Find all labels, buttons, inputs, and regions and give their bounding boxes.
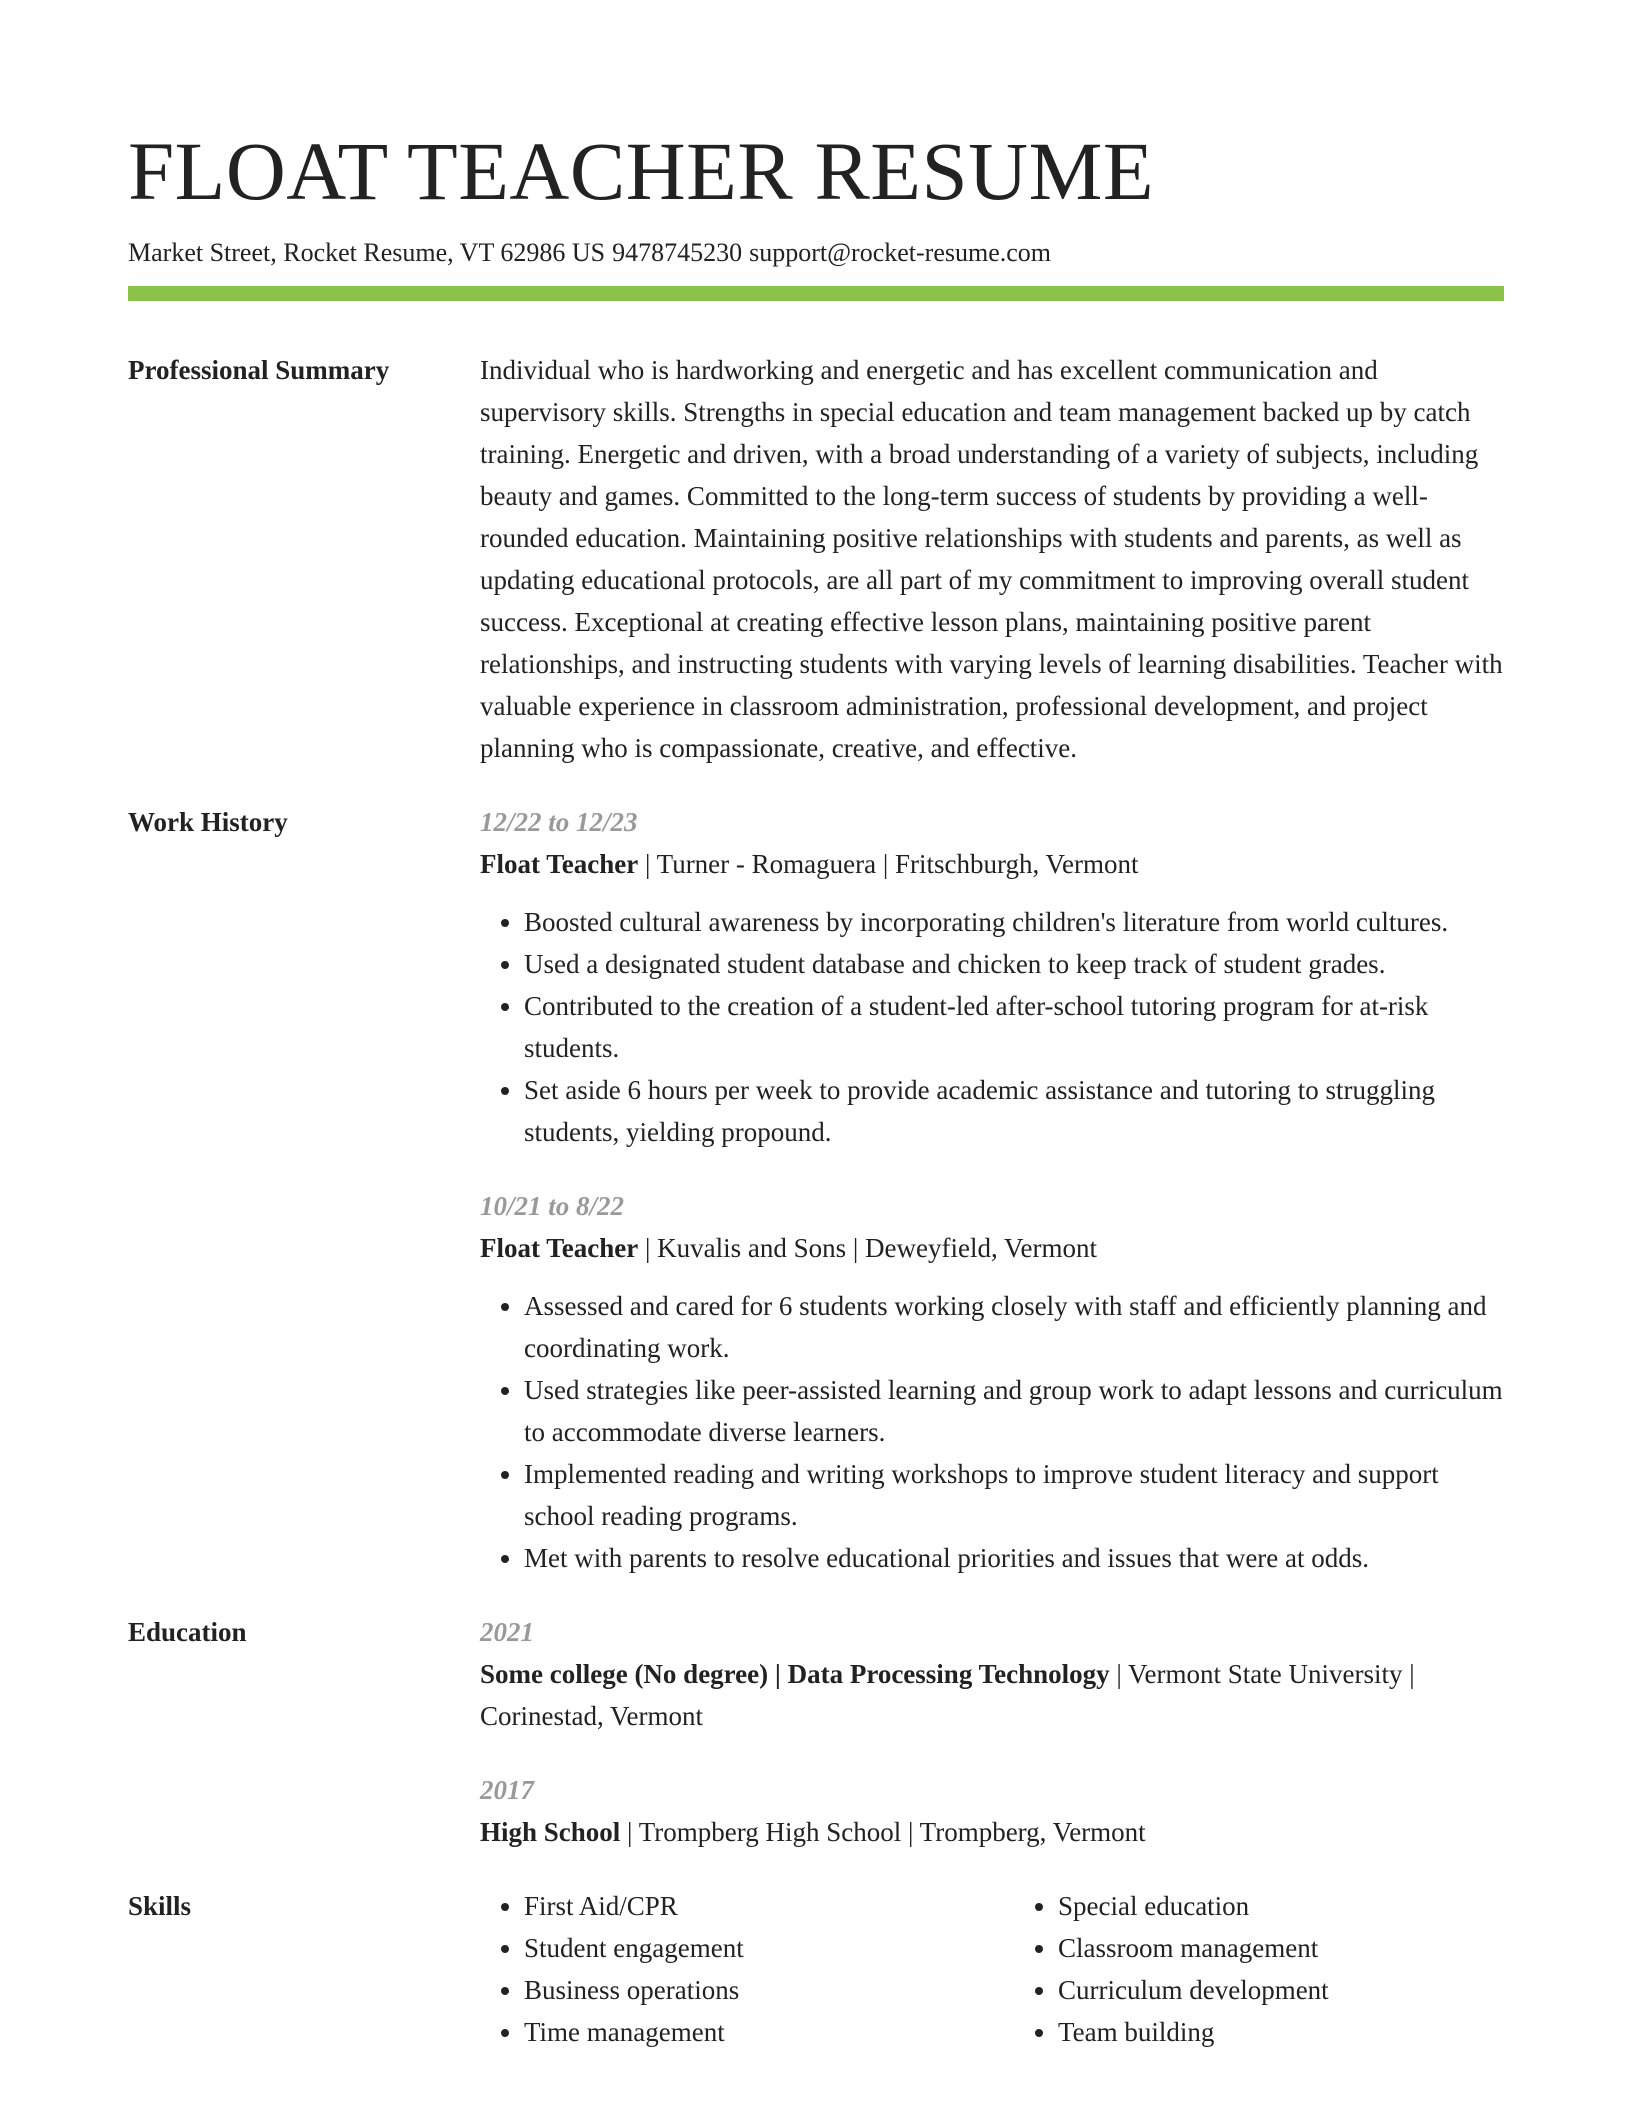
summary-section xyxy=(128,349,1504,769)
contact-line xyxy=(128,236,1504,270)
skill-item: • Classroom management xyxy=(1058,1927,1504,1969)
job-dates: 12/22 to 12/23 xyxy=(480,807,638,837)
skill-item: • Team building xyxy=(1058,2011,1504,2053)
education-entry xyxy=(480,1611,1504,1737)
section-heading: Skills xyxy=(128,1891,192,1921)
contact-address: Market Street, Rocket Resume, VT 62986 US xyxy=(128,238,606,267)
job-bullet: • Implemented reading and writing workshops to improve student literacy and support school reading programs. xyxy=(524,1453,1504,1537)
job-bullets xyxy=(480,1285,1504,1579)
job-entry xyxy=(480,801,1504,1153)
resume-header xyxy=(128,118,1504,270)
section-heading: Work History xyxy=(128,807,288,837)
skill-item: • Student engagement xyxy=(524,1927,970,1969)
job-bullet: • Met with parents to resolve educational priorities and issues that were at odds. xyxy=(524,1537,1504,1579)
job-title: Float Teacher xyxy=(480,849,639,879)
education-year: 2017 xyxy=(480,1775,534,1805)
skill-item: • Time management xyxy=(524,2011,970,2053)
summary-text: Individual who is hardworking and energetic and has excellent communication and supervisory skills. Strengths in special education and team management backed up by catch training. Energetic and driven, with a broad understanding of a variety of subjects, including beauty and games. Committed to the long-term success of students by providing a well-rounded education. Maintaining positive relationships with students and parents, as well as updating educational protocols, are all part of my commitment to improving overall student success. Exceptional at creating effective lesson plans, maintaining positive parent relationships, and instructing students with varying levels of learning disabilities. Teacher with valuable experience in classroom administration, professional development, and project planning who is compassionate, creative, and effective. xyxy=(480,355,1503,763)
contact-phone: 9478745230 xyxy=(612,238,743,267)
job-bullet: • Boosted cultural awareness by incorporating children's literature from world cultures. xyxy=(524,901,1504,943)
education-section xyxy=(128,1611,1504,1853)
skill-item: • Business operations xyxy=(524,1969,970,2011)
skills-body xyxy=(480,1885,1504,2053)
job-dates: 10/21 to 8/22 xyxy=(480,1191,625,1221)
job-bullet: • Contributed to the creation of a student-led after-school tutoring program for at-risk students. xyxy=(524,985,1504,1069)
resume-sections xyxy=(128,349,1504,2085)
resume-title: FLOAT TEACHER RESUME xyxy=(128,125,1155,217)
skill-item: • Special education xyxy=(1058,1885,1504,1927)
job-bullet: • Used a designated student database and chicken to keep track of student grades. xyxy=(524,943,1504,985)
skills-section xyxy=(128,1885,1504,2053)
education-details: | Vermont State University | Corinestad, Vermont xyxy=(480,1659,1415,1731)
job-title: Float Teacher xyxy=(480,1233,639,1263)
skill-item: • First Aid/CPR xyxy=(524,1885,970,1927)
section-heading: Education xyxy=(128,1617,247,1647)
job-entry xyxy=(480,1185,1504,1579)
accent-divider xyxy=(128,286,1504,301)
education-degree: High School xyxy=(480,1817,621,1847)
work-history-body xyxy=(480,801,1504,1579)
education-year: 2021 xyxy=(480,1617,534,1647)
skill-item: • Curriculum development xyxy=(1058,1969,1504,2011)
education-body xyxy=(480,1611,1504,1853)
job-heading xyxy=(480,1227,1504,1269)
job-bullet: • Set aside 6 hours per week to provide academic assistance and tutoring to struggling students, yielding propound. xyxy=(524,1069,1504,1153)
job-bullets xyxy=(480,901,1504,1153)
education-degree: Some college (No degree) | Data Processing Technology xyxy=(480,1659,1110,1689)
job-details: | Turner - Romaguera | Fritschburgh, Vermont xyxy=(638,849,1139,879)
skills-list-right xyxy=(1014,1885,1504,2053)
job-heading xyxy=(480,843,1504,885)
work-history-section xyxy=(128,801,1504,1579)
education-entry xyxy=(480,1769,1504,1853)
contact-email: support@rocket-resume.com xyxy=(749,238,1052,267)
job-bullet: • Assessed and cared for 6 students working closely with staff and efficiently planning and coordinating work. xyxy=(524,1285,1504,1369)
section-heading: Professional Summary xyxy=(128,355,390,385)
job-details: | Kuvalis and Sons | Deweyfield, Vermont xyxy=(638,1233,1097,1263)
job-bullet: • Used strategies like peer-assisted learning and group work to adapt lessons and curriculum to accommodate diverse learners. xyxy=(524,1369,1504,1453)
education-heading xyxy=(480,1653,1504,1737)
summary-body xyxy=(480,349,1504,769)
education-details: | Trompberg High School | Trompberg, Vermont xyxy=(620,1817,1146,1847)
education-heading xyxy=(480,1811,1504,1853)
skills-list-left xyxy=(480,1885,970,2053)
